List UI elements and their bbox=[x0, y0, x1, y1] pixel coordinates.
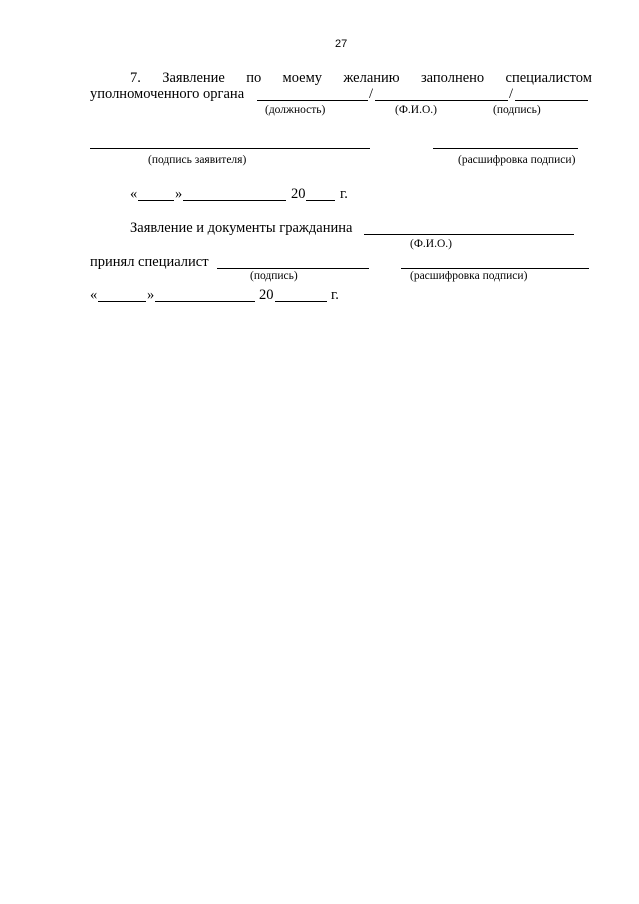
date1-year-suffix: г. bbox=[340, 186, 348, 202]
caption-position: (должность) bbox=[265, 104, 326, 116]
page-number: 27 bbox=[335, 38, 348, 50]
section7-word: 7. bbox=[130, 70, 141, 86]
section7-word: заполнено bbox=[420, 70, 485, 86]
section7-word: Заявление bbox=[162, 70, 225, 86]
section7-word: специалистом bbox=[505, 70, 592, 86]
caption-applicant-transcript: (расшифровка подписи) bbox=[458, 154, 576, 166]
caption-applicant-signature: (подпись заявителя) bbox=[148, 154, 247, 166]
date1-close-quote: » bbox=[175, 186, 183, 202]
acceptance-line1-text: Заявление и документы гражданина bbox=[130, 220, 353, 236]
caption-specialist-transcript: (расшифровка подписи) bbox=[410, 270, 528, 282]
caption-signature: (подпись) bbox=[493, 104, 541, 116]
position-blank[interactable] bbox=[257, 100, 368, 101]
fio-blank[interactable] bbox=[375, 100, 508, 101]
caption-fio: (Ф.И.О.) bbox=[395, 104, 437, 116]
caption-specialist-signature: (подпись) bbox=[250, 270, 298, 282]
separator: / bbox=[509, 86, 514, 102]
date2-year-blank[interactable] bbox=[275, 301, 327, 302]
section7-line1 bbox=[130, 70, 592, 86]
date2-year-prefix: 20 bbox=[259, 287, 274, 303]
date1-year-prefix: 20 bbox=[291, 186, 306, 202]
date2-day-blank[interactable] bbox=[98, 301, 146, 302]
specialist-signature-blank[interactable] bbox=[217, 268, 369, 269]
date2-year-suffix: г. bbox=[331, 287, 339, 303]
signature-blank[interactable] bbox=[515, 100, 588, 101]
specialist-transcript-blank[interactable] bbox=[401, 268, 589, 269]
date2-month-blank[interactable] bbox=[155, 301, 255, 302]
section7-word: желанию bbox=[343, 70, 400, 86]
date1-month-blank[interactable] bbox=[183, 200, 286, 201]
date2-close-quote: » bbox=[147, 287, 155, 303]
date1-day-blank[interactable] bbox=[138, 200, 174, 201]
section7-word: моему bbox=[282, 70, 322, 86]
section7-line2-prefix: уполномоченного органа bbox=[90, 86, 245, 102]
date2-open-quote: « bbox=[90, 287, 98, 303]
separator: / bbox=[369, 86, 374, 102]
date1-year-blank[interactable] bbox=[306, 200, 335, 201]
caption-citizen-fio: (Ф.И.О.) bbox=[410, 238, 452, 250]
section7-word: по bbox=[246, 70, 262, 86]
applicant-signature-line[interactable] bbox=[90, 148, 370, 149]
acceptance-line2-text: принял специалист bbox=[90, 254, 209, 270]
citizen-fio-blank[interactable] bbox=[364, 234, 574, 235]
date1-open-quote: « bbox=[130, 186, 138, 202]
applicant-transcript-line[interactable] bbox=[433, 148, 578, 149]
